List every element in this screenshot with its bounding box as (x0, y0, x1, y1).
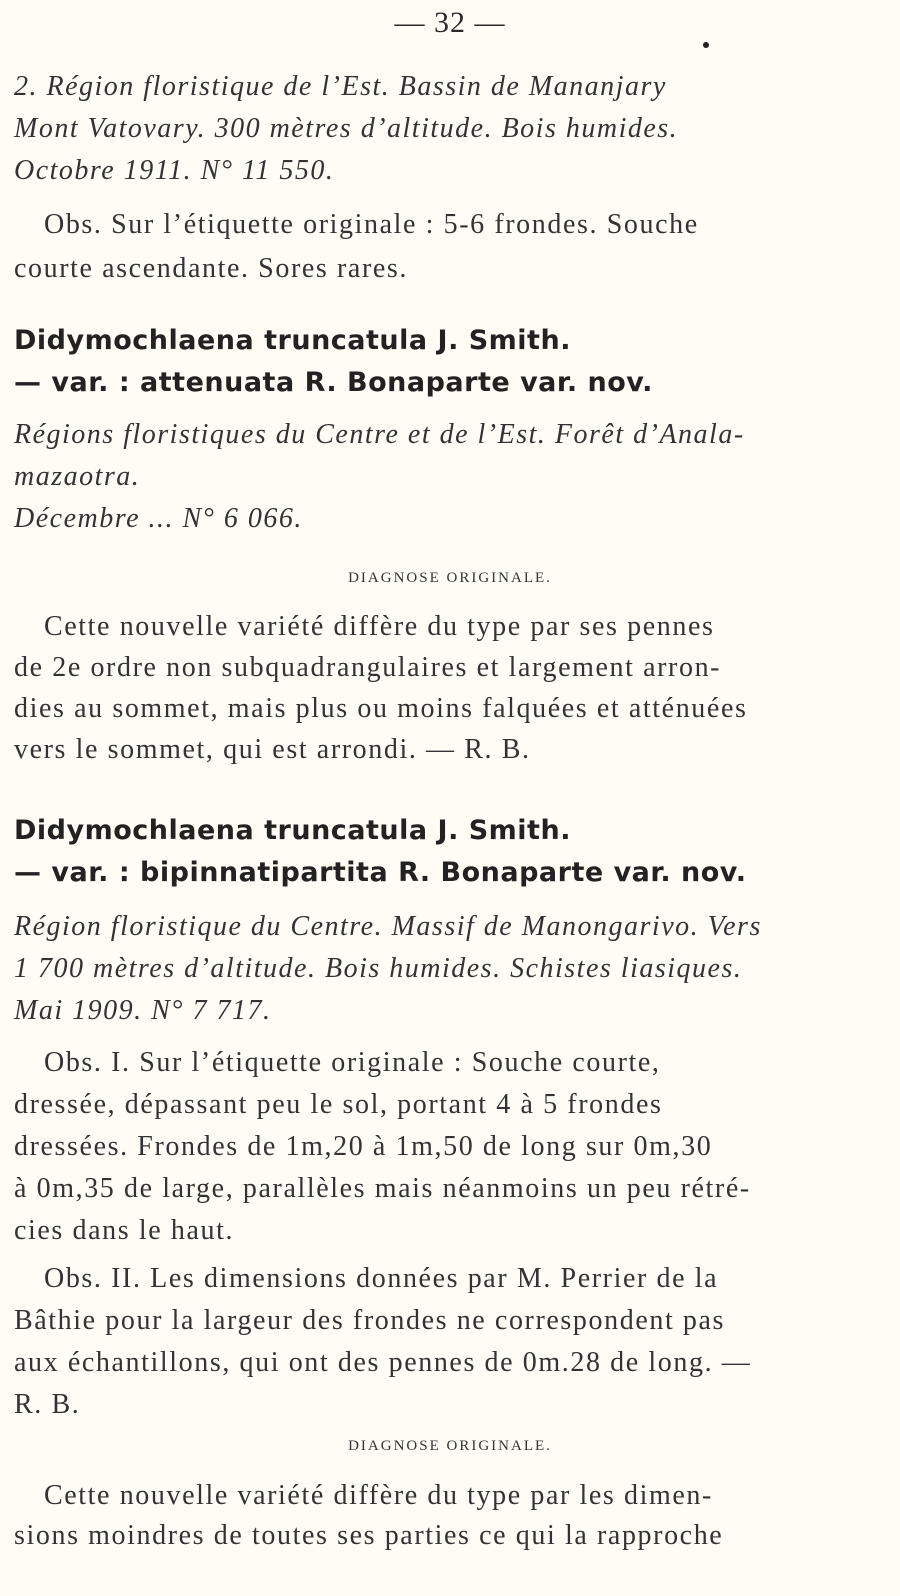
text-line: dressées. Frondes de 1m,20 à 1m,50 de long sur 0m,30 (14, 1131, 713, 1162)
text-line: Obs. Sur l’étiquette originale : 5-6 frondes. Souche (44, 209, 699, 240)
text-line: Mont Vatovary. 300 mètres d’altitude. Bois humides. (14, 113, 679, 144)
text-line: à 0m,35 de large, parallèles mais néanmoins un peu rétré- (14, 1173, 751, 1204)
observation-paragraph (14, 1258, 886, 1426)
text-line: sions moindres de toutes ses parties ce qui la rapproche (14, 1520, 724, 1551)
text-line: de 2e ordre non subquadrangulaires et largement arron- (14, 652, 722, 683)
page-number: — 32 — (394, 6, 506, 39)
text-line: Région floristique du Centre. Massif de Manongarivo. Vers (14, 911, 762, 942)
text-line: Décembre ... N° 6 066. (14, 503, 303, 534)
text-line: 2. Région floristique de l’Est. Bassin de Mananjary (14, 71, 667, 102)
diagnose-paragraph (14, 1476, 886, 1556)
species-name: Didymochlaena truncatula J. Smith. (14, 325, 571, 356)
variety-name: — var. : bipinnatipartita R. Bonaparte var. nov. (14, 857, 747, 888)
text-line: R. B. (14, 1389, 81, 1420)
text-line: 1 700 mètres d’altitude. Bois humides. Schistes liasiques. (14, 953, 743, 984)
text-line: aux échantillons, qui ont des pennes de 0m.28 de long. — (14, 1347, 752, 1378)
locality-block (14, 66, 886, 192)
diagnose-heading: DIAGNOSE ORIGINALE. (348, 1438, 552, 1454)
text-line: Bâthie pour la largeur des frondes ne correspondent pas (14, 1305, 726, 1336)
text-line: dressée, dépassant peu le sol, portant 4 à 5 frondes (14, 1089, 663, 1120)
diagnose-paragraph (14, 606, 886, 770)
diagnose-heading: DIAGNOSE ORIGINALE. (348, 570, 552, 586)
species-heading (14, 320, 886, 404)
text-line: Obs. I. Sur l’étiquette originale : Souche courte, (44, 1047, 661, 1078)
text-line: Cette nouvelle variété diffère du type par les dimen- (44, 1480, 713, 1511)
locality-block (14, 906, 886, 1032)
text-line: Mai 1909. N° 7 717. (14, 995, 272, 1026)
text-line: Cette nouvelle variété diffère du type par ses pennes (44, 611, 715, 642)
text-line: Octobre 1911. N° 11 550. (14, 155, 335, 186)
observation-paragraph (14, 1042, 886, 1252)
text-line: courte ascendante. Sores rares. (14, 253, 408, 284)
ink-dot (703, 42, 709, 48)
locality-block (14, 414, 886, 540)
text-line: mazaotra. (14, 461, 141, 492)
text-line: Obs. II. Les dimensions données par M. Perrier de la (44, 1263, 719, 1294)
observation-paragraph (14, 203, 886, 291)
text-line: dies au sommet, mais plus ou moins falquées et atténuées (14, 693, 748, 724)
species-name: Didymochlaena truncatula J. Smith. (14, 815, 571, 846)
species-heading (14, 810, 886, 894)
text-line: cies dans le haut. (14, 1215, 235, 1246)
text-line: vers le sommet, qui est arrondi. — R. B. (14, 734, 531, 765)
variety-name: — var. : attenuata R. Bonaparte var. nov. (14, 367, 653, 398)
text-line: Régions floristiques du Centre et de l’Est. Forêt d’Anala- (14, 419, 745, 450)
